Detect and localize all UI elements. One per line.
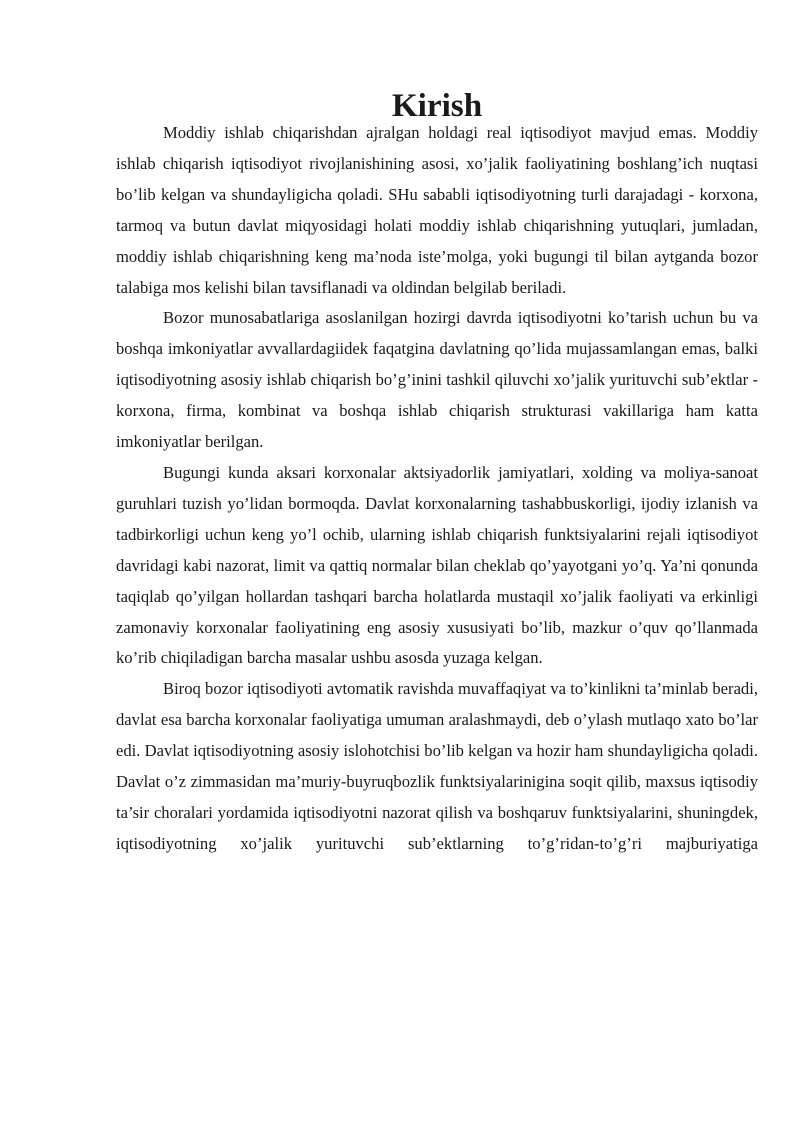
page-title: Kirish — [391, 87, 483, 124]
paragraph-2: Bozor munosabatlariga asoslanilgan hozirgi davrda iqtisodiyotni ko’tarish uchun bu va boshqa imkoniyatlar avvallardagiidek faqatgina davlatning qo’lida mujassamlangan emas, balki iqtisodiyotning asosiy ishlab chiqarish bo’g’inini tashkil qiluvchi xo’jalik yurituvchi sub’ektlar - korxona, firma, kombinat va boshqa ishlab chiqarish strukturasi vakillariga ham katta imkoniyatlar berilgan. — [116, 308, 758, 452]
paragraph-4: Biroq bozor iqtisodiyoti avtomatik ravishda muvaffaqiyat va to’kinlikni ta’minlab beradi, davlat esa barcha korxonalar faoliyatiga umuman aralashmaydi, deb o’ylash mutlaqo xato bo’lar edi. Davlat iqtisodiyotning asosiy islohotchisi bo’lib kelgan va hozir ham shundayligicha qoladi. Davlat o’z zimmasidan ma’muriy-buyruqbozlik funktsiyalarinigina soqit qilib, maxsus iqtisodiy ta’sir choralari yordamida iqtisodiyotni nazorat qilish va boshqaruv funktsiyalarini, shuningdek, iqtisodiyotning xo’jalik yurituvchi sub’ektlarning to’g’ridan-to’g’ri majburiyatiga — [116, 679, 758, 853]
paragraph-1: Moddiy ishlab chiqarishdan ajralgan holdagi real iqtisodiyot mavjud emas. Moddiy ishlab chiqarish iqtisodiyot rivojlanishining asosi, xo’jalik faoliyatining boshlang’ich nuqtasi bo’lib kelgan va shundayligicha qoladi. SHu sababli iqtisodiyotning turli darajadagi - korxona, tarmoq va butun davlat miqyosidagi holati moddiy ishlab chiqarishning yutuqlari, jumladan, moddiy ishlab chiqarishning keng ma’noda iste’molga, yoki bugungi til bilan aytganda bozor talabiga mos kelishi bilan tavsiflanadi va oldindan belgilab beriladi. — [116, 123, 758, 297]
paragraph-3: Bugungi kunda aksari korxonalar aktsiyadorlik jamiyatlari, xolding va moliya-sanoat guruhlari tuzish yo’lidan bormoqda. Davlat korxonalarning tashabbuskorligi, ijodiy izlanish va tadbirkorligi uchun keng yo’l ochib, ularning ishlab chiqarish funktsiyalarini rejali iqtisodiyot davridagi kabi nazorat, limit va qattiq normalar bilan cheklab qo’yayotgani yo’q. Ya’ni qonunda taqiqlab qo’yilgan hollardan tashqari barcha holatlarda mustaqil xo’jalik faoliyati va erkinligi zamonaviy korxonalar faoliyatining eng asosiy xususiyati bo’lib, mazkur o’quv qo’llanmada ko’rib chiqiladigan barcha masalar ushbu asosda yuzaga kelgan. — [116, 462, 758, 668]
